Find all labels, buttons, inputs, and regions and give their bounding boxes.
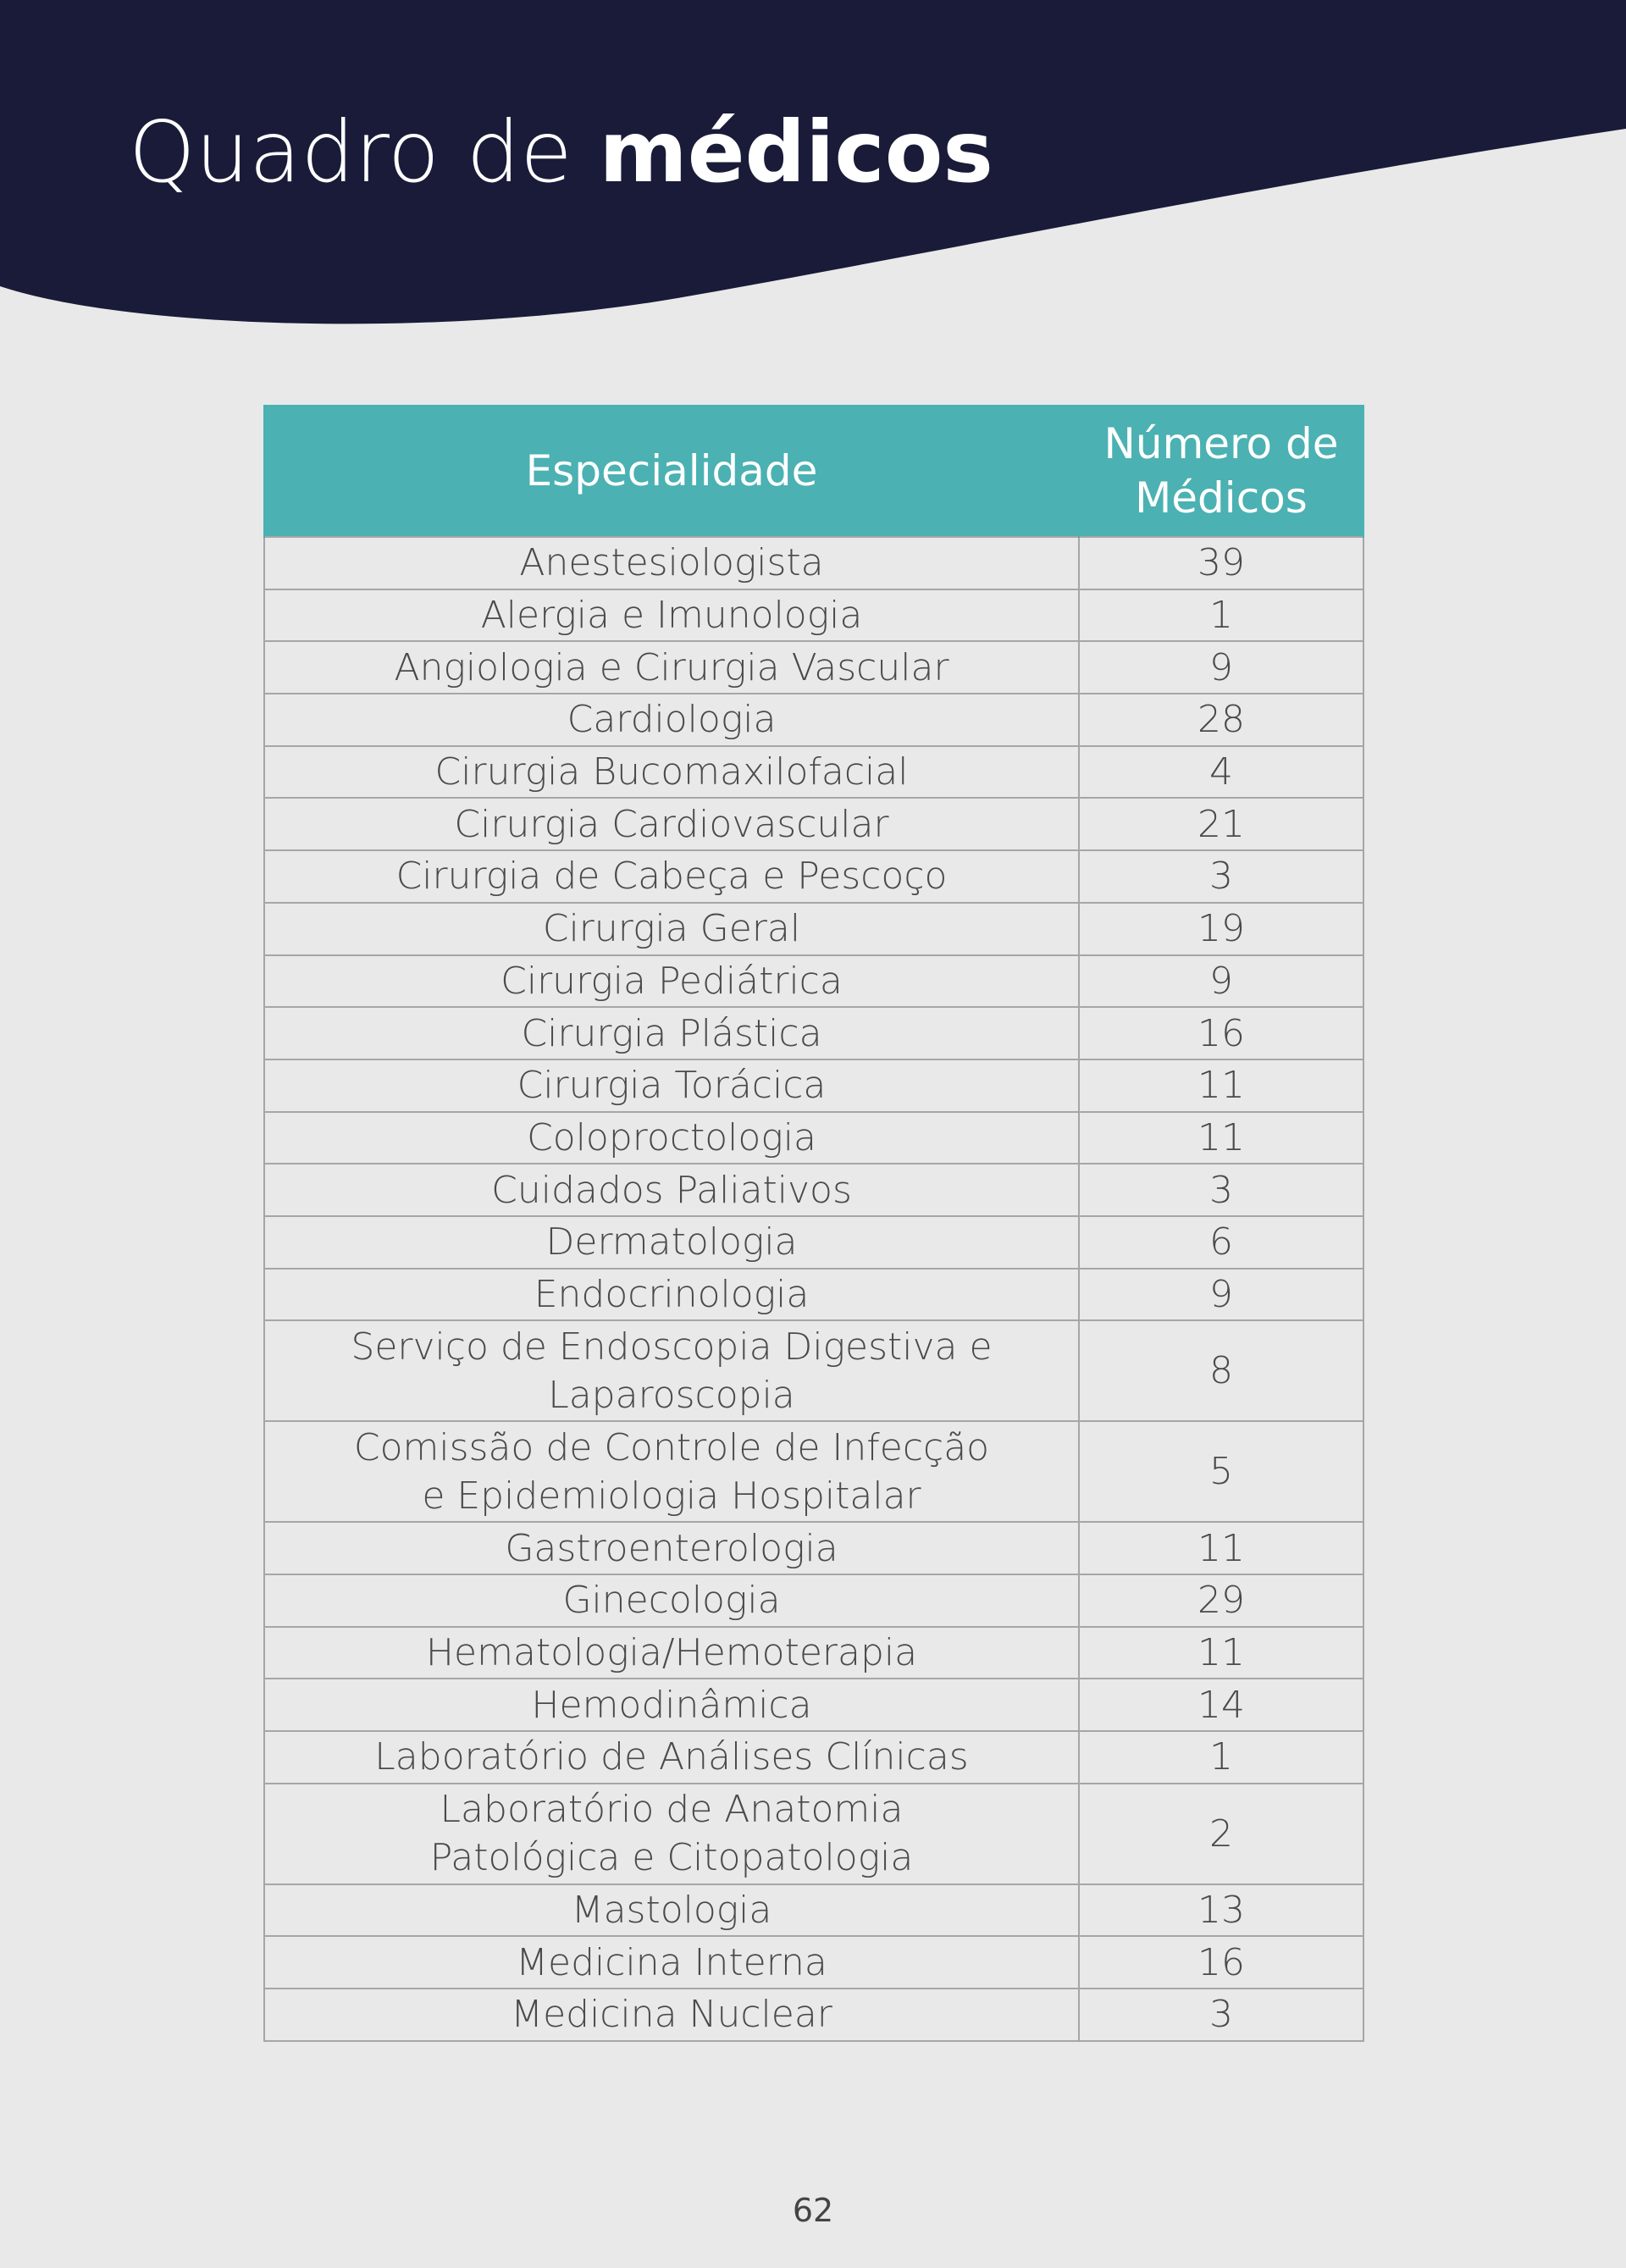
column-header-count-label: Número de Médicos [1103, 418, 1339, 523]
table-row [264, 1884, 1363, 1937]
specialty-cell [264, 1421, 1079, 1522]
specialty-cell: Dermatologia [264, 1216, 1079, 1269]
table-header-row [264, 405, 1363, 537]
page-title-bold: médicos [599, 102, 993, 202]
count-cell: 28 [1079, 694, 1363, 746]
specialty-cell: Angiologia e Cirurgia Vascular [264, 641, 1079, 694]
count-cell: 2 [1079, 1784, 1363, 1884]
table-row [264, 746, 1363, 799]
table-row [264, 1269, 1363, 1321]
count-cell: 4 [1079, 746, 1363, 799]
count-cell: 11 [1079, 1627, 1363, 1679]
specialty-cell: Cirurgia Pediátrica [264, 955, 1079, 1008]
specialty-cell: Endocrinologia [264, 1269, 1079, 1321]
specialty-cell [264, 1784, 1079, 1884]
count-cell: 11 [1079, 1522, 1363, 1574]
count-cell: 5 [1079, 1421, 1363, 1522]
count-cell: 21 [1079, 798, 1363, 850]
table-row [264, 1989, 1363, 2041]
count-cell: 1 [1079, 1731, 1363, 1784]
count-cell: 16 [1079, 1007, 1363, 1059]
specialty-cell-text: Serviço de Endoscopia Digestiva e Laparoscopia [351, 1325, 993, 1417]
table-row [264, 798, 1363, 850]
specialty-cell-text: Laboratório de Anatomia Patológica e Citopatologia [429, 1788, 914, 1880]
count-cell: 1 [1079, 589, 1363, 642]
specialty-cell: Cirurgia Cardiovascular [264, 798, 1079, 850]
table-row [264, 1216, 1363, 1269]
table-row [264, 589, 1363, 642]
specialty-cell [264, 1320, 1079, 1421]
table-row [264, 850, 1363, 903]
count-cell: 9 [1079, 955, 1363, 1008]
table-row [264, 537, 1363, 589]
specialty-cell: Hematologia/Hemoterapia [264, 1627, 1079, 1679]
table-row [264, 1574, 1363, 1627]
specialty-cell: Cirurgia de Cabeça e Pescoço [264, 850, 1079, 903]
specialty-cell: Cardiologia [264, 694, 1079, 746]
table-row [264, 1059, 1363, 1112]
column-header-count [1079, 405, 1363, 537]
table-row [264, 694, 1363, 746]
specialty-cell: Coloproctologia [264, 1112, 1079, 1164]
count-cell: 8 [1079, 1320, 1363, 1421]
page-number: 62 [792, 2192, 834, 2229]
table-row [264, 955, 1363, 1008]
table-row [264, 1784, 1363, 1884]
count-cell: 9 [1079, 1269, 1363, 1321]
count-cell: 11 [1079, 1112, 1363, 1164]
count-cell: 6 [1079, 1216, 1363, 1269]
count-cell: 16 [1079, 1936, 1363, 1989]
specialty-cell: Ginecologia [264, 1574, 1079, 1627]
specialty-cell: Anestesiologista [264, 537, 1079, 589]
table-row [264, 1627, 1363, 1679]
table-row [264, 641, 1363, 694]
column-header-specialty: Especialidade [264, 405, 1079, 537]
count-cell: 29 [1079, 1574, 1363, 1627]
count-cell: 3 [1079, 850, 1363, 903]
count-cell: 9 [1079, 641, 1363, 694]
specialty-cell: Cirurgia Bucomaxilofacial [264, 746, 1079, 799]
count-cell: 14 [1079, 1679, 1363, 1731]
table-row [264, 1112, 1363, 1164]
table-row [264, 1007, 1363, 1059]
table-row [264, 1679, 1363, 1731]
page-title-light: Quadro de [129, 102, 600, 202]
specialty-cell: Medicina Nuclear [264, 1989, 1079, 2041]
count-cell: 13 [1079, 1884, 1363, 1937]
specialty-cell: Cirurgia Geral [264, 903, 1079, 955]
table-row [264, 1731, 1363, 1784]
specialty-cell: Gastroenterologia [264, 1522, 1079, 1574]
specialty-cell: Medicina Interna [264, 1936, 1079, 1989]
specialty-cell: Mastologia [264, 1884, 1079, 1937]
count-cell: 3 [1079, 1164, 1363, 1216]
specialty-cell: Cirurgia Plástica [264, 1007, 1079, 1059]
table-row [264, 903, 1363, 955]
specialty-cell-text: Comissão de Controle de Infecção e Epidemiologia Hospitalar [353, 1425, 990, 1518]
specialty-cell: Alergia e Imunologia [264, 589, 1079, 642]
table-row [264, 1320, 1363, 1421]
count-cell: 11 [1079, 1059, 1363, 1112]
specialty-cell: Laboratório de Análises Clínicas [264, 1731, 1079, 1784]
count-cell: 19 [1079, 903, 1363, 955]
specialty-cell: Cirurgia Torácica [264, 1059, 1079, 1112]
table-row [264, 1936, 1363, 1989]
table-row [264, 1522, 1363, 1574]
specialty-table [263, 405, 1364, 2042]
count-cell: 3 [1079, 1989, 1363, 2041]
table-row [264, 1421, 1363, 1522]
count-cell: 39 [1079, 537, 1363, 589]
page-title [129, 102, 993, 202]
table-row [264, 1164, 1363, 1216]
specialty-cell: Cuidados Paliativos [264, 1164, 1079, 1216]
specialty-cell: Hemodinâmica [264, 1679, 1079, 1731]
